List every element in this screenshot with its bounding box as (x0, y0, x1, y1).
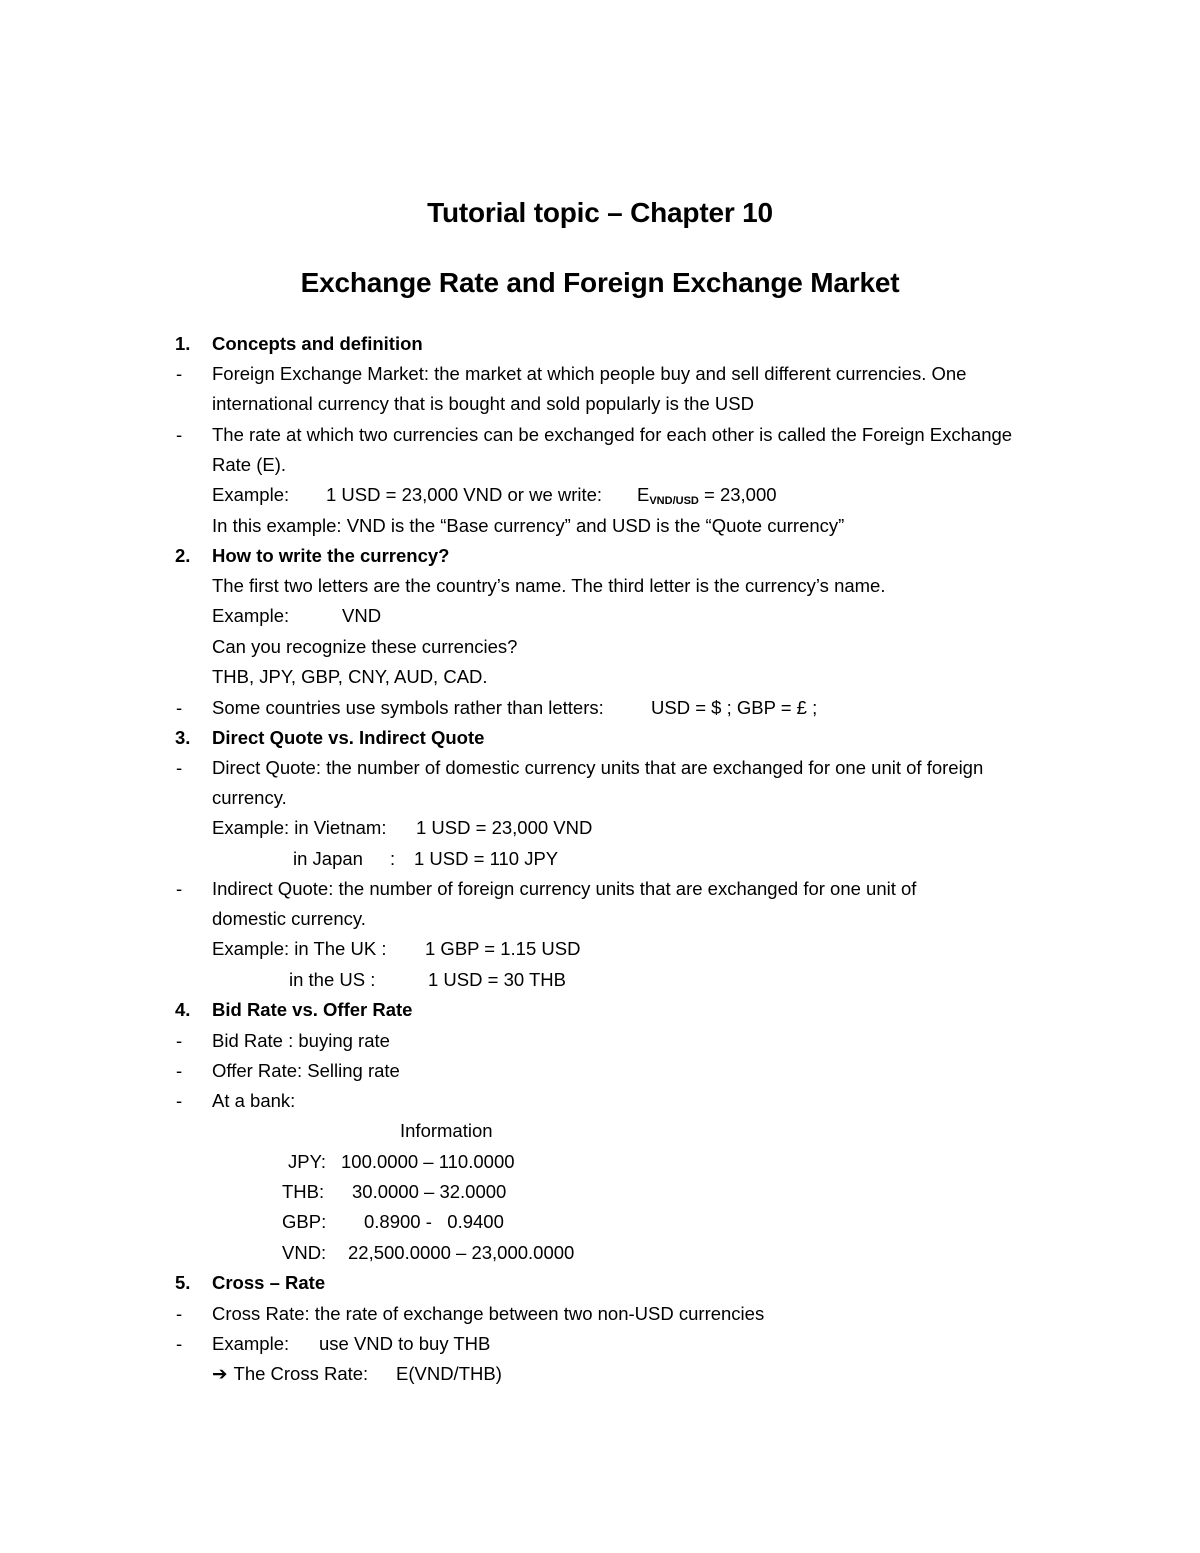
example-equation: 1 USD = 23,000 VND or we write: (326, 484, 603, 505)
question-text: Can you recognize these currencies? (212, 636, 518, 657)
symbol-values: USD = $ ; GBP = £ ; (651, 697, 818, 718)
example-value: 1 USD = 23,000 VND (416, 817, 593, 838)
result-label-group (212, 1359, 368, 1389)
arrow-right-icon: ➔ (212, 1363, 228, 1384)
section-1-heading (0, 329, 1200, 359)
text-line (0, 662, 1200, 692)
bullet-text: Direct Quote: the number of domestic currency units that are exchanged for one unit of foreign (212, 757, 984, 778)
exchange-rate-symbol: E (637, 484, 650, 505)
bullet-text: Indirect Quote: the number of foreign currency units that are exchanged for one unit of (212, 878, 917, 899)
example-label: Example: (212, 1333, 290, 1354)
example-label: Example: (212, 484, 290, 505)
rate-row (0, 1238, 1200, 1268)
example-line (0, 601, 1200, 631)
bullet-continuation (0, 450, 1200, 480)
example-line (0, 813, 1200, 843)
bullet-item (0, 693, 1200, 723)
bullet-text: Rate (E). (212, 454, 287, 475)
rate-currency: GBP: (282, 1211, 327, 1232)
bullet-dash: - (176, 363, 183, 384)
exchange-rate-subscript: VND/USD (649, 495, 699, 507)
bullet-item (0, 1329, 1200, 1359)
example-value: use VND to buy THB (319, 1333, 491, 1354)
info-heading-line (0, 1116, 1200, 1146)
bullet-text: Offer Rate: Selling rate (212, 1060, 400, 1081)
bullet-text: currency. (212, 787, 287, 808)
bullet-item (0, 420, 1200, 450)
example-value: 1 USD = 110 JPY (414, 848, 559, 869)
exchange-rate-value: = 23,000 (698, 484, 777, 505)
bullet-dash: - (176, 1303, 183, 1324)
example-label: in the US : (289, 969, 376, 990)
example-value: 1 USD = 30 THB (428, 969, 566, 990)
bullet-dash: - (176, 1333, 183, 1354)
rate-value: 22,500.0000 – 23,000.0000 (348, 1242, 575, 1263)
rate-value: 100.0000 – 110.0000 (341, 1151, 515, 1172)
document-title: Tutorial topic – Chapter 10 (427, 197, 773, 228)
bullet-dash: - (176, 1060, 183, 1081)
info-heading: Information (400, 1120, 493, 1141)
bullet-item (0, 753, 1200, 783)
example-line (0, 965, 1200, 995)
result-value: E(VND/THB) (396, 1363, 502, 1384)
section-5-heading (0, 1268, 1200, 1298)
bullet-item (0, 1056, 1200, 1086)
example-value: VND (342, 605, 382, 626)
rate-currency: THB: (282, 1181, 325, 1202)
currency-list: THB, JPY, GBP, CNY, AUD, CAD. (212, 666, 488, 687)
bullet-text: Bid Rate : buying rate (212, 1030, 390, 1051)
example-value: 1 GBP = 1.15 USD (425, 938, 581, 959)
bullet-text: Cross Rate: the rate of exchange between two non-USD currencies (212, 1303, 765, 1324)
text-line (0, 632, 1200, 662)
bullet-text: Foreign Exchange Market: the market at which people buy and sell different currencies. One (212, 363, 967, 384)
example-label: in Japan (293, 848, 363, 869)
bullet-item (0, 1086, 1200, 1116)
bullet-text: The rate at which two currencies can be exchanged for each other is called the Foreign Exchange (212, 424, 1013, 445)
text-line (0, 571, 1200, 601)
example-colon: : (390, 848, 396, 869)
bullet-dash: - (176, 1090, 183, 1111)
result-label: The Cross Rate: (233, 1363, 369, 1384)
note-line (0, 511, 1200, 541)
bullet-dash: - (176, 697, 183, 718)
bullet-dash: - (176, 424, 183, 445)
section-4-heading (0, 995, 1200, 1025)
note-text: In this example: VND is the “Base currency” and USD is the “Quote currency” (212, 515, 845, 536)
section-heading: Concepts and definition (212, 333, 423, 354)
bullet-item (0, 359, 1200, 389)
bullet-text: domestic currency. (212, 908, 366, 929)
section-heading: How to write the currency? (212, 545, 450, 566)
bullet-item (0, 874, 1200, 904)
section-heading: Direct Quote vs. Indirect Quote (212, 727, 485, 748)
result-line (0, 1359, 1200, 1389)
section-number: 1. (175, 333, 191, 354)
bullet-item (0, 1026, 1200, 1056)
section-number: 5. (175, 1272, 191, 1293)
bullet-text: At a bank: (212, 1090, 296, 1111)
document-subtitle: Exchange Rate and Foreign Exchange Market (300, 267, 900, 298)
bullet-dash: - (176, 878, 183, 899)
section-2-heading (0, 541, 1200, 571)
rate-row (0, 1177, 1200, 1207)
section-3-heading (0, 723, 1200, 753)
bullet-continuation (0, 389, 1200, 419)
example-label: Example: in Vietnam: (212, 817, 387, 838)
body-text: The first two letters are the country’s name. The third letter is the currency’s name. (212, 575, 886, 596)
section-heading: Cross – Rate (212, 1272, 326, 1293)
rate-row (0, 1147, 1200, 1177)
rate-value: 30.0000 – 32.0000 (352, 1181, 507, 1202)
rate-value: 0.8900 - 0.9400 (364, 1211, 504, 1232)
example-line (0, 844, 1200, 874)
bullet-dash: - (176, 757, 183, 778)
bullet-text: Some countries use symbols rather than letters: (212, 697, 604, 718)
section-heading: Bid Rate vs. Offer Rate (212, 999, 413, 1020)
bullet-text: international currency that is bought and sold popularly is the USD (212, 393, 754, 414)
rate-currency: JPY: (288, 1151, 327, 1172)
example-label: Example: (212, 605, 290, 626)
example-line (0, 480, 1200, 510)
rate-currency: VND: (282, 1242, 327, 1263)
bullet-dash: - (176, 1030, 183, 1051)
bullet-continuation (0, 783, 1200, 813)
section-number: 4. (175, 999, 191, 1020)
bullet-continuation (0, 904, 1200, 934)
example-label: Example: in The UK : (212, 938, 387, 959)
section-number: 3. (175, 727, 191, 748)
rate-row (0, 1207, 1200, 1237)
section-number: 2. (175, 545, 191, 566)
bullet-item (0, 1299, 1200, 1329)
example-line (0, 934, 1200, 964)
